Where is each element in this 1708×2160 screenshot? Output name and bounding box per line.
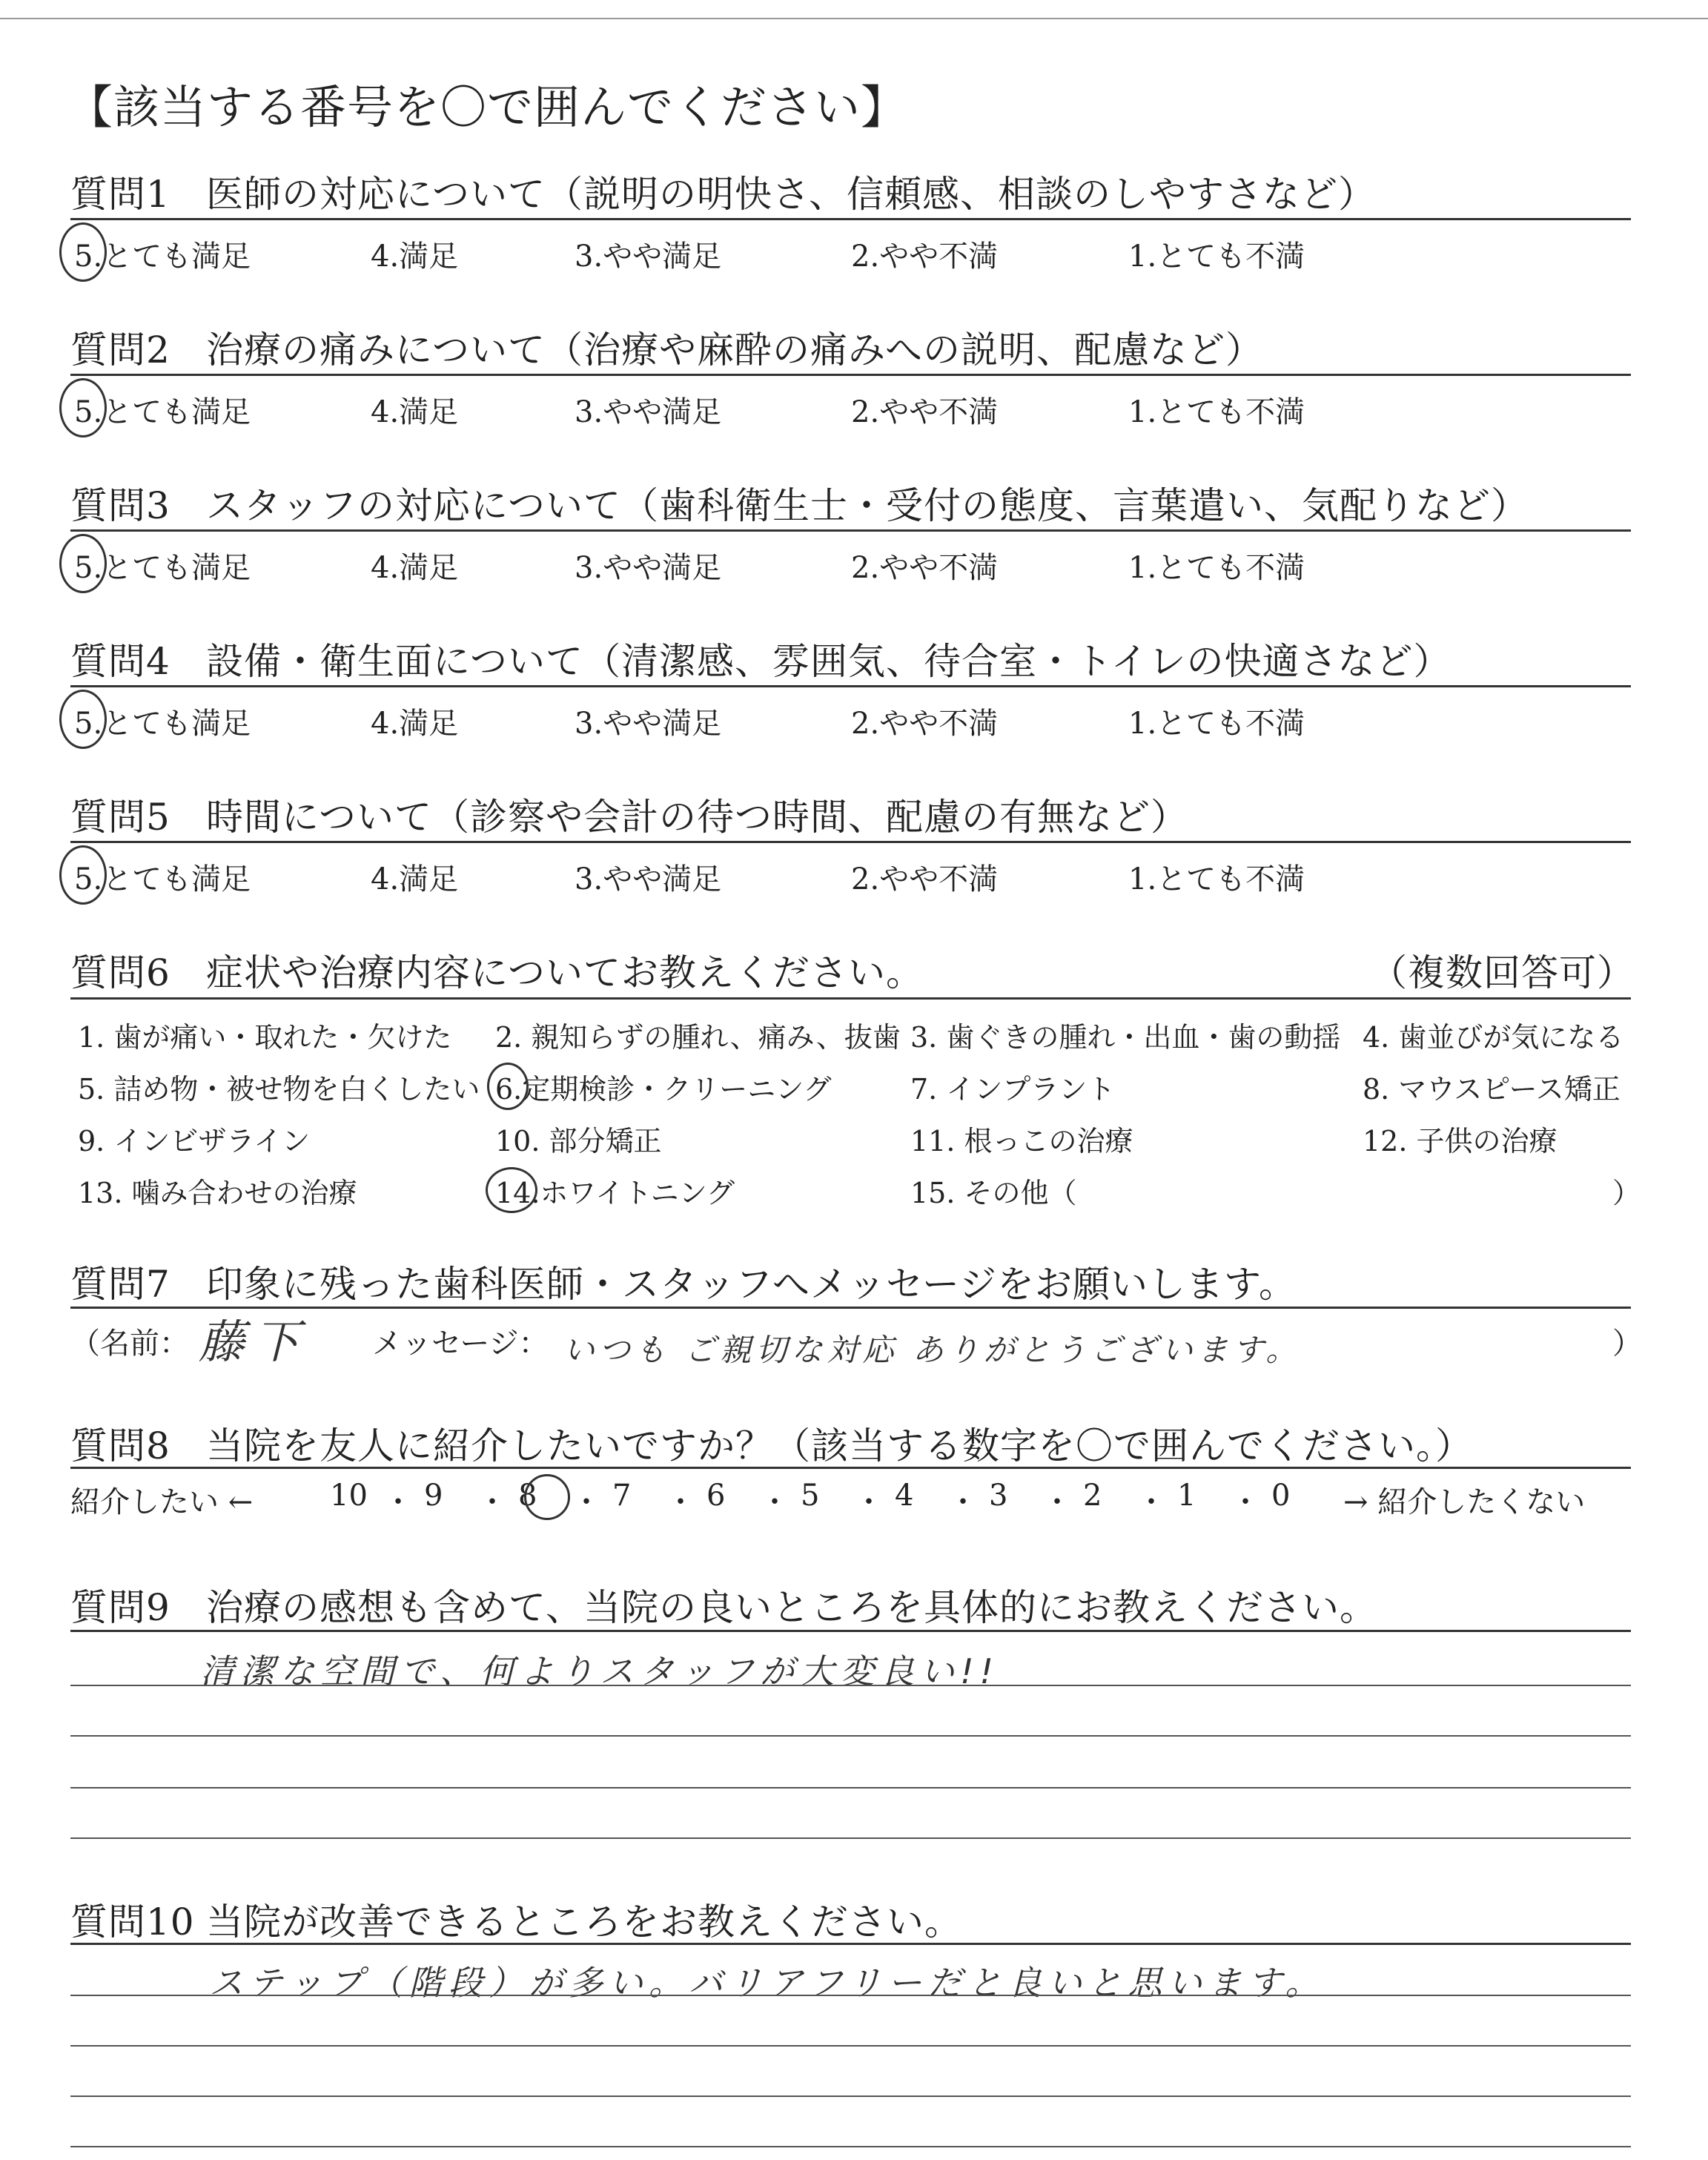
q3-label: 質問3 <box>70 484 171 527</box>
q8-scale-separator: ・ <box>1136 1485 1166 1519</box>
q4-text: 設備・衛生面について（清潔感、雰囲気、待合室・トイレの快適さなど） <box>206 640 1452 683</box>
q7-text: 印象に残った歯科医師・スタッフへメッセージをお願いします。 <box>206 1263 1297 1306</box>
q6-option-5[interactable]: 5. 詰め物・被せ物を白くしたい <box>78 1073 480 1106</box>
q5-option-4[interactable]: 4.満足 <box>371 862 459 896</box>
q8-scale-separator: ・ <box>1042 1485 1072 1519</box>
q8-scale-separator: ・ <box>948 1485 978 1519</box>
q6-option-12[interactable]: 12. 子供の治療 <box>1363 1125 1558 1157</box>
q9-line-3 <box>70 1787 1631 1789</box>
q9-text: 治療の感想も含めて、当院の良いところを具体的にお教えください。 <box>206 1586 1377 1629</box>
q7-name-label: （名前： <box>70 1327 189 1361</box>
q6-option-11[interactable]: 11. 根っこの治療 <box>910 1125 1133 1157</box>
q1-option-5[interactable]: 5.とても満足 <box>74 240 251 274</box>
q9-label: 質問9 <box>70 1586 171 1629</box>
q4-option-1[interactable]: 1.とても不満 <box>1128 707 1305 741</box>
q3-option-1[interactable]: 1.とても不満 <box>1128 551 1305 585</box>
q8-scale-2[interactable]: 2 <box>1083 1479 1102 1513</box>
q2-option-2[interactable]: 2.やや不満 <box>851 395 999 429</box>
q8-scale-8[interactable]: 8 <box>518 1479 537 1513</box>
q4-option-2[interactable]: 2.やや不満 <box>851 707 999 741</box>
q5-option-5[interactable]: 5.とても満足 <box>74 862 251 896</box>
q8-scale-separator: ・ <box>760 1485 790 1519</box>
q4-option-3[interactable]: 3.やや満足 <box>575 707 722 741</box>
q3-option-4[interactable]: 4.満足 <box>371 551 459 585</box>
q1-label: 質問1 <box>70 173 171 216</box>
q8-scale-separator: ・ <box>383 1485 413 1519</box>
q3-rule <box>70 529 1631 532</box>
q6-option-10[interactable]: 10. 部分矯正 <box>495 1125 662 1157</box>
q8-scale-4[interactable]: 4 <box>895 1479 914 1513</box>
q9-rule <box>70 1630 1631 1632</box>
q4-rule <box>70 685 1631 687</box>
q4-option-4[interactable]: 4.満足 <box>371 707 459 741</box>
q7-name-value[interactable]: 藤下 <box>199 1315 309 1369</box>
q6-option-15[interactable]: 15. その他（ <box>910 1177 1077 1209</box>
q10-answer[interactable]: ステップ（階段）が多い。バリアフリーだと良いと思います。 <box>209 1963 1325 2003</box>
q9-answer[interactable]: 清潔な空間で、何よりスタッフが大変良い!! <box>200 1651 999 1691</box>
q6-option-7[interactable]: 7. インプラント <box>910 1073 1116 1106</box>
q2-option-4[interactable]: 4.満足 <box>371 395 459 429</box>
q5-option-3[interactable]: 3.やや満足 <box>575 862 722 896</box>
q7-label: 質問7 <box>70 1263 171 1306</box>
q6-option-8[interactable]: 8. マウスピース矯正 <box>1363 1073 1621 1106</box>
q8-scale-5[interactable]: 5 <box>801 1479 820 1513</box>
q5-text: 時間について（診察や会計の待つ時間、配慮の有無など） <box>206 796 1188 839</box>
q6-option-1[interactable]: 1. 歯が痛い・取れた・欠けた <box>78 1021 452 1054</box>
q8-circle-8 <box>524 1474 570 1520</box>
q2-rule <box>70 374 1631 376</box>
q8-scale-separator: ・ <box>854 1485 884 1519</box>
q1-selected-circle <box>59 222 107 282</box>
q4-selected-circle <box>59 690 107 749</box>
q3-selected-circle <box>59 534 107 593</box>
q8-scale-separator: ・ <box>477 1485 507 1519</box>
q1-text: 医師の対応について（説明の明快さ、信頼感、相談のしやすさなど） <box>206 173 1376 216</box>
q1-option-4[interactable]: 4.満足 <box>371 240 459 274</box>
q8-label: 質問8 <box>70 1424 171 1467</box>
q2-option-1[interactable]: 1.とても不満 <box>1128 395 1305 429</box>
q5-rule <box>70 841 1631 843</box>
q8-scale-1[interactable]: 1 <box>1177 1479 1196 1513</box>
q7-message-value[interactable]: いつも ご親切な対応 ありがとうございます。 <box>563 1332 1302 1368</box>
q2-selected-circle <box>59 378 107 437</box>
q6-circle-14 <box>486 1167 537 1213</box>
q1-option-1[interactable]: 1.とても不満 <box>1128 240 1305 274</box>
q10-line-1 <box>70 1995 1631 1996</box>
q4-option-5[interactable]: 5.とても満足 <box>74 707 251 741</box>
q6-option-9[interactable]: 9. インビザライン <box>78 1125 311 1157</box>
q6-circle-6 <box>487 1063 529 1110</box>
q6-rule <box>70 997 1631 1000</box>
q6-option-4[interactable]: 4. 歯並びが気になる <box>1363 1021 1624 1054</box>
q10-line-3 <box>70 2095 1631 2097</box>
q1-option-3[interactable]: 3.やや満足 <box>575 240 722 274</box>
q6-option-3[interactable]: 3. 歯ぐきの腫れ・出血・歯の動揺 <box>910 1021 1341 1054</box>
q2-text: 治療の痛みについて（治療や麻酔の痛みへの説明、配慮など） <box>206 328 1263 371</box>
q7-close: ） <box>1612 1327 1642 1361</box>
top-border <box>0 18 1708 19</box>
q8-scale-separator: ・ <box>572 1485 601 1519</box>
q8-scale-7[interactable]: 7 <box>612 1479 632 1513</box>
q8-scale-6[interactable]: 6 <box>706 1479 726 1513</box>
q6-note: （複数回答可） <box>1370 951 1635 994</box>
q5-option-1[interactable]: 1.とても不満 <box>1128 862 1305 896</box>
q2-label: 質問2 <box>70 328 171 371</box>
q10-text: 当院が改善できるところをお教えください。 <box>206 1900 962 1943</box>
q6-option-6[interactable]: 6.定期検診・クリーニング <box>495 1073 832 1106</box>
q2-option-3[interactable]: 3.やや満足 <box>575 395 722 429</box>
q6-other-close: ） <box>1612 1177 1641 1209</box>
q10-line-4 <box>70 2146 1631 2147</box>
q6-label: 質問6 <box>70 951 171 994</box>
q10-label: 質問10 <box>70 1900 195 1943</box>
q5-option-2[interactable]: 2.やや不満 <box>851 862 999 896</box>
q7-message-label: メッセージ： <box>372 1327 549 1361</box>
q6-option-13[interactable]: 13. 噛み合わせの治療 <box>78 1177 357 1209</box>
page-title: 【該当する番号を〇で囲んでください】 <box>67 80 908 134</box>
q8-text: 当院を友人に紹介したいですか？（該当する数字を〇で囲んでください。） <box>206 1424 1473 1467</box>
q3-option-2[interactable]: 2.やや不満 <box>851 551 999 585</box>
q6-option-14[interactable]: 14.ホワイトニング <box>495 1177 735 1209</box>
q9-line-2 <box>70 1735 1631 1737</box>
q10-line-2 <box>70 2045 1631 2047</box>
q8-scale-10[interactable]: 10 <box>330 1479 368 1513</box>
q1-option-2[interactable]: 2.やや不満 <box>851 240 999 274</box>
q3-text: スタッフの対応について（歯科衛生士・受付の態度、言葉遣い、気配りなど） <box>206 484 1529 527</box>
q6-text: 症状や治療内容についてお教えください。 <box>206 951 924 994</box>
q8-scale-0[interactable]: 0 <box>1271 1479 1291 1513</box>
q5-selected-circle <box>59 845 107 905</box>
q8-scale-9[interactable]: 9 <box>424 1479 443 1513</box>
q3-option-5[interactable]: 5.とても満足 <box>74 551 251 585</box>
q8-rule <box>70 1467 1631 1469</box>
q2-option-5[interactable]: 5.とても満足 <box>74 395 251 429</box>
q10-rule <box>70 1943 1631 1945</box>
q4-label: 質問4 <box>70 640 171 683</box>
q3-option-3[interactable]: 3.やや満足 <box>575 551 722 585</box>
q6-option-2[interactable]: 2. 親知らずの腫れ、痛み、抜歯 <box>495 1021 901 1054</box>
q8-left-label: 紹介したい ← <box>70 1485 254 1519</box>
q8-scale-separator: ・ <box>666 1485 695 1519</box>
q8-right-label: → 紹介したくない <box>1343 1485 1586 1519</box>
q5-label: 質問5 <box>70 796 171 839</box>
q8-scale-3[interactable]: 3 <box>989 1479 1008 1513</box>
q9-line-4 <box>70 1837 1631 1839</box>
q9-line-1 <box>70 1685 1631 1686</box>
q1-rule <box>70 218 1631 220</box>
q8-scale-separator: ・ <box>1231 1485 1260 1519</box>
